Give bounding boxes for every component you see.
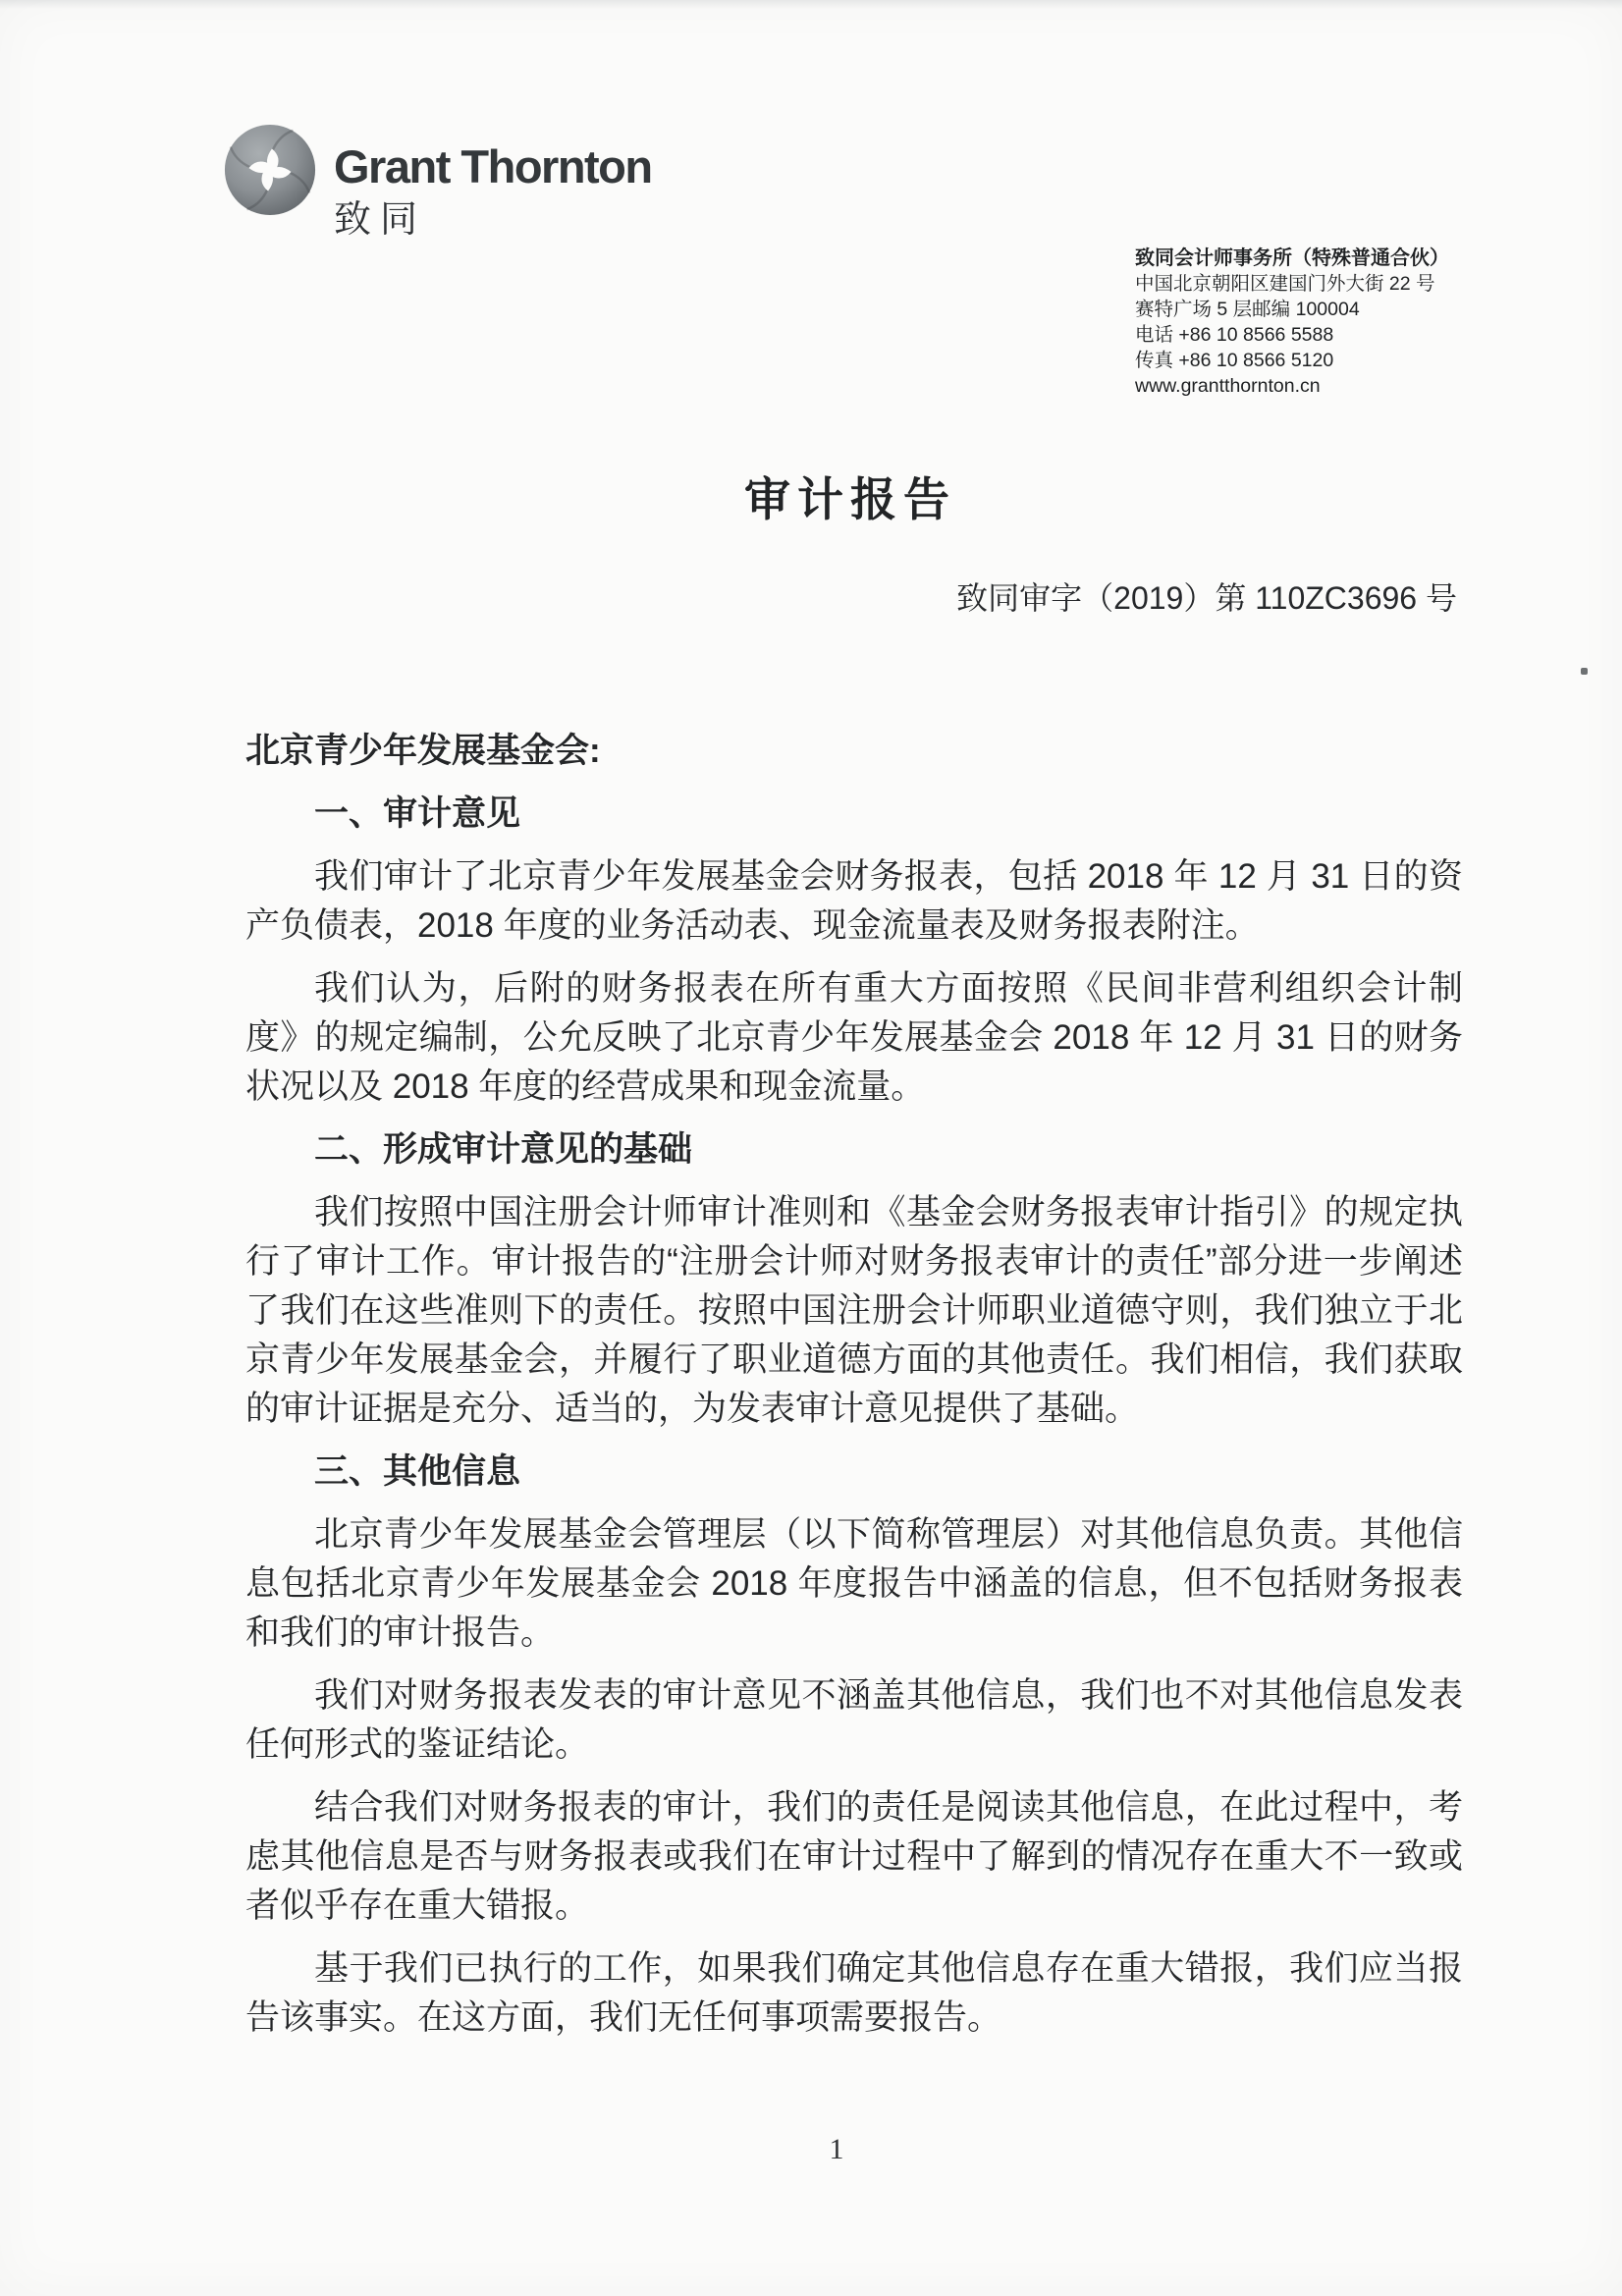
website-line: www.grantthornton.cn — [1135, 375, 1321, 397]
paragraph: 我们认为，后附的财务报表在所有重大方面按照《民间非营利组织会计制度》的规定编制，公允反映了北京青少年发展基金会 2018 年 12 月 31 日的财务状况以及 2018 年度的经营成果和现金流量。 — [245, 969, 1463, 1106]
brand-name: Grant Thornton — [334, 140, 652, 192]
scan-speck-artifact — [1581, 668, 1588, 675]
address-line-2: 赛特广场 5 层邮编 100004 — [1135, 299, 1360, 320]
grant-thornton-swirl-icon — [222, 122, 318, 218]
paragraph: 我们对财务报表发表的审计意见不涵盖其他信息，我们也不对其他信息发表任何形式的鉴证结论。 — [245, 1676, 1463, 1764]
brand-name-chinese: 致同 — [334, 199, 427, 241]
telephone-line: 电话 +86 10 8566 5588 — [1135, 324, 1334, 346]
addressee: 北京青少年发展基金会: — [245, 732, 601, 770]
section-heading-basis-for-opinion: 二、形成审计意见的基础 — [314, 1130, 693, 1169]
report-title: 审计报告 — [744, 473, 956, 525]
report-body — [245, 727, 1463, 2056]
page-number: 1 — [829, 2133, 844, 2165]
address-line-1: 中国北京朝阳区建国门外大街 22 号 — [1135, 273, 1435, 295]
paragraph: 我们按照中国注册会计师审计准则和《基金会财务报表审计指引》的规定执行了审计工作。审计报告的“注册会计师对财务报表审计的责任”部分进一步阐述了我们在这些准则下的责任。按照中国注册会计师职业道德守则，我们独立于北京青少年发展基金会，并履行了职业道德方面的其他责任。我们相信，我们获取的审计证据是充分、适当的，为发表审计意见提供了基础。 — [245, 1193, 1463, 1428]
paragraph: 基于我们已执行的工作，如果我们确定其他信息存在重大错报，我们应当报告该事实。在这方面，我们无任何事项需要报告。 — [245, 1949, 1463, 2037]
letterhead-address-block — [1135, 246, 1449, 399]
paragraph: 北京青少年发展基金会管理层（以下简称管理层）对其他信息负责。其他信息包括北京青少年发展基金会 2018 年度报告中涵盖的信息，但不包括财务报表和我们的审计报告。 — [245, 1515, 1463, 1652]
fax-line: 传真 +86 10 8566 5120 — [1135, 350, 1334, 371]
section-heading-other-information: 三、其他信息 — [314, 1452, 521, 1491]
paragraph: 结合我们对财务报表的审计，我们的责任是阅读其他信息，在此过程中，考虑其他信息是否与财务报表或我们在审计过程中了解到的情况存在重大不一致或者似乎存在重大错报。 — [245, 1788, 1463, 1925]
paragraph: 我们审计了北京青少年发展基金会财务报表，包括 2018 年 12 月 31 日的资产负债表，2018 年度的业务活动表、现金流量表及财务报表附注。 — [245, 857, 1463, 945]
grant-thornton-logo — [222, 122, 652, 239]
reference-number: 致同审字（2019）第 110ZC3696 号 — [956, 580, 1457, 616]
firm-name: 致同会计师事务所（特殊普通合伙） — [1135, 247, 1449, 269]
section-heading-audit-opinion: 一、审计意见 — [314, 794, 521, 833]
